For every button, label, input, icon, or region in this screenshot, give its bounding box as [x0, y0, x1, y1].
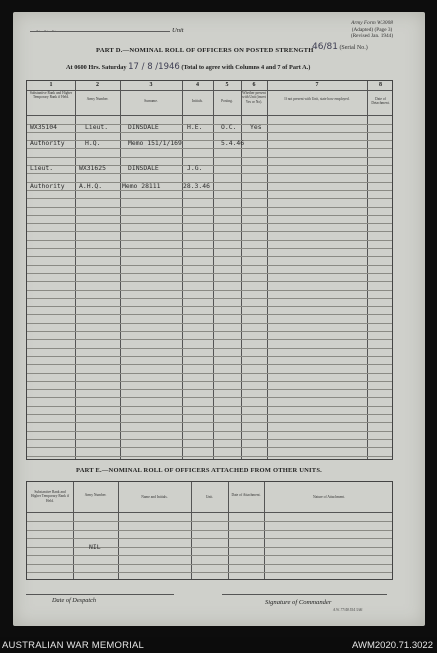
ruled-line	[27, 389, 392, 390]
row3-number: WX31625	[79, 164, 106, 172]
ruled-line	[27, 521, 392, 522]
ruled-line	[27, 439, 392, 440]
ruled-line	[27, 132, 392, 133]
column-number: 7	[315, 82, 319, 88]
ruled-line	[27, 538, 392, 539]
column-header-attachment-nature: Nature of Attachment.	[312, 495, 346, 499]
column-number: 6	[252, 82, 256, 88]
ruled-line	[27, 148, 392, 149]
army-form-line: (Revised Jan. 1944)	[350, 33, 394, 40]
column-header-surname: Surname.	[144, 99, 158, 103]
ruled-line	[27, 381, 392, 382]
row2-number: H.Q.	[85, 139, 101, 147]
column-header-army-number: Army Number.	[84, 493, 107, 497]
at-suffix: (Total to agree with Columns 4 and 7 of Part A.)	[181, 64, 311, 71]
column-divider	[75, 81, 76, 459]
despatch-line	[26, 594, 174, 595]
part-d-title: PART D.—NOMINAL ROLL OF OFFICERS ON POSTED STRENGTH	[96, 47, 314, 54]
ruled-line	[27, 248, 392, 249]
unit-handwritten: ~ ~ ~	[36, 27, 56, 35]
ruled-line	[27, 530, 392, 531]
ruled-line	[27, 373, 392, 374]
ruled-line	[27, 124, 392, 125]
ruled-line	[27, 555, 392, 556]
column-header-unit: Unit.	[205, 495, 214, 499]
row4-surname: Memo 28111	[122, 182, 161, 190]
row1-number: Lieut.	[85, 123, 109, 131]
ruled-line	[27, 198, 392, 199]
row4-initials: 28.3.46	[183, 182, 210, 190]
column-number: 3	[149, 82, 153, 88]
ruled-line	[27, 547, 392, 548]
ruled-line	[27, 356, 392, 357]
ruled-line	[27, 397, 392, 398]
ruled-line	[27, 314, 392, 315]
ruled-line	[27, 157, 392, 158]
serial-number	[312, 42, 368, 52]
ruled-line	[27, 265, 392, 266]
ruled-line	[27, 364, 392, 365]
ruled-line	[27, 447, 392, 448]
print-code: A.W. 77/48 554 3/46	[333, 608, 363, 612]
row2-surname: Memo 151/1/169	[128, 139, 182, 147]
ruled-line	[27, 140, 392, 141]
ruled-line	[27, 207, 392, 208]
row1-surname: DINSDALE	[128, 123, 159, 131]
unit-line	[30, 31, 170, 32]
archive-caption: AUSTRALIAN WAR MEMORIAL	[2, 640, 145, 651]
ruled-line	[27, 323, 392, 324]
ruled-line	[27, 431, 392, 432]
ruled-line	[27, 422, 392, 423]
column-header-rank: Substantive Rank and Higher Temporary Rank if Held.	[29, 91, 73, 100]
ruled-line	[27, 456, 392, 457]
accession-number: AWM2020.71.3022	[352, 640, 433, 651]
row1-initials: H.E.	[187, 123, 203, 131]
column-number: 2	[96, 82, 99, 88]
ruled-line	[27, 173, 392, 174]
column-divider	[267, 81, 268, 459]
ruled-line	[27, 256, 392, 257]
ruled-line	[27, 281, 392, 282]
ruled-line	[27, 348, 392, 349]
ruled-line	[27, 339, 392, 340]
header-divider	[27, 512, 392, 513]
ruled-line	[27, 306, 392, 307]
column-number: 5	[225, 82, 229, 88]
row3-rank: Lieut.	[30, 164, 54, 172]
serial-label: (Serial No.)	[339, 45, 368, 51]
ruled-line	[27, 240, 392, 241]
column-divider	[241, 81, 242, 459]
row1-present: Yes	[250, 123, 262, 131]
column-header-army-number: Army Number.	[86, 97, 109, 101]
ruled-line	[27, 572, 392, 573]
unit-label: Unit	[172, 27, 184, 34]
ruled-line	[27, 231, 392, 232]
column-divider	[213, 81, 214, 459]
row1-posting: O.C.	[221, 123, 237, 131]
ruled-line	[27, 564, 392, 565]
signature-label: Signature of Commander	[265, 599, 332, 606]
row4-rank: Authority	[30, 182, 65, 190]
serial-handwritten: 46/81	[312, 42, 338, 52]
ruled-line	[27, 290, 392, 291]
strength-date-line	[66, 62, 310, 72]
ruled-line	[27, 298, 392, 299]
column-divider	[182, 81, 183, 459]
ruled-line	[27, 406, 392, 407]
column-divider	[367, 81, 368, 459]
column-header-initials: Initials.	[192, 99, 203, 103]
ruled-line	[27, 190, 392, 191]
army-form-id	[330, 20, 414, 40]
part-e-table	[26, 481, 393, 580]
part-e-title: PART E.—NOMINAL ROLL OF OFFICERS ATTACHED FROM OTHER UNITS.	[76, 467, 322, 474]
ruled-line	[27, 331, 392, 332]
column-header-attachment-date: Date of Attachment.	[231, 493, 261, 497]
column-header-rank: Substantive Rank and Higher Temporary Rank if Held.	[30, 490, 70, 503]
ruled-line	[27, 215, 392, 216]
ruled-line	[27, 223, 392, 224]
column-header-detachment: Date of Detachment.	[371, 97, 390, 106]
part-d-table	[26, 80, 393, 460]
column-header-posting: Posting.	[221, 99, 233, 103]
date-of-despatch-label: Date of Despatch	[52, 597, 97, 604]
row1-rank: WX35104	[30, 123, 57, 131]
army-form-line: Army Form W.3008	[351, 20, 393, 26]
column-number: 4	[196, 82, 199, 88]
row2-posting: 5.4.46	[221, 139, 245, 147]
row3-initials: J.G.	[187, 164, 203, 172]
part-e-entry: NIL	[89, 543, 101, 551]
ruled-line	[27, 273, 392, 274]
header-divider	[27, 115, 392, 116]
row2-rank: Authority	[30, 139, 65, 147]
at-prefix: At 0600 Hrs. Saturday	[66, 64, 127, 71]
column-header-name: Name and Initials.	[141, 495, 168, 499]
column-number: 8	[379, 82, 382, 88]
ruled-line	[27, 414, 392, 415]
army-form-line: (Adapted) (Page 3)	[351, 26, 393, 33]
column-header-present: Whether present with Unit (insert Yes or No).	[242, 91, 266, 104]
header-divider	[27, 90, 392, 91]
column-number: 1	[49, 82, 53, 88]
column-header-employment: If not present with Unit, state how employed.	[284, 97, 350, 101]
row3-surname: DINSDALE	[128, 164, 159, 172]
row4-number: A.H.Q.	[79, 182, 103, 190]
at-date-handwritten: 17 / 8 /1946	[128, 62, 180, 72]
signature-line	[222, 594, 387, 595]
column-divider	[120, 81, 121, 459]
